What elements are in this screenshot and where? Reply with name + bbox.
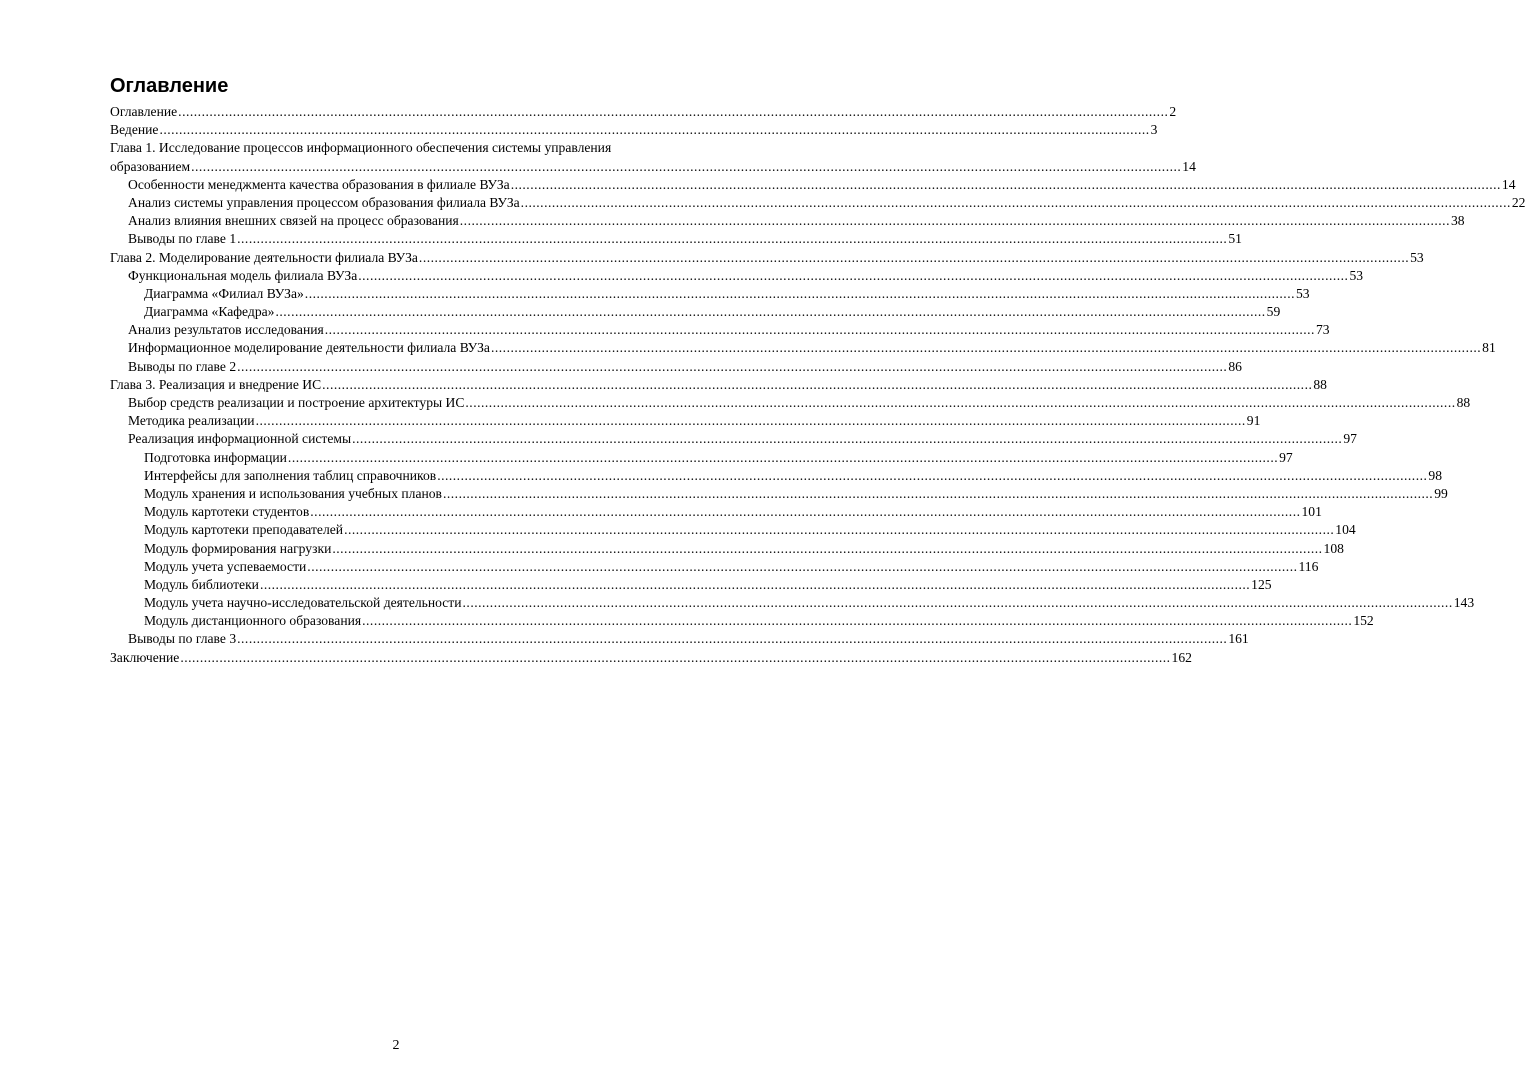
toc-entry[interactable] — [110, 558, 1319, 576]
toc-entry[interactable] — [110, 321, 1330, 339]
toc-leader-dots — [511, 176, 1501, 194]
toc-leader-dots — [180, 649, 1170, 667]
toc-entry-page: 101 — [1301, 504, 1322, 520]
toc-entry[interactable] — [110, 576, 1272, 594]
toc-entry[interactable] — [110, 103, 1177, 121]
toc-entry-page: 108 — [1323, 540, 1344, 556]
toc-entry[interactable] — [110, 158, 1196, 176]
toc-entry-page: 88 — [1313, 376, 1327, 392]
toc-entry-label: Методика реализации — [128, 413, 255, 429]
toc-entry[interactable] — [110, 394, 1471, 412]
toc-leader-dots — [159, 121, 1149, 139]
toc-entry-page: 14 — [1501, 176, 1516, 192]
toc-entry[interactable] — [110, 194, 1525, 212]
table-of-contents — [110, 103, 1525, 667]
toc-entry-label-line1[interactable]: Глава 1. Исследование процессов информационного обеспечения системы управления — [110, 140, 612, 156]
toc-entry[interactable] — [110, 339, 1496, 357]
toc-entry-label: Информационное моделирование деятельности филиала ВУЗа — [128, 340, 490, 356]
toc-entry[interactable] — [110, 449, 1293, 467]
toc-entry-label: Анализ системы управления процессом образования филиала ВУЗа — [128, 194, 520, 210]
toc-entry-page: 88 — [1456, 395, 1471, 410]
toc-leader-dots — [344, 521, 1334, 539]
toc-entry-page: 51 — [1228, 231, 1242, 247]
toc-leader-dots — [437, 467, 1427, 485]
toc-entry-page: 53 — [1410, 249, 1424, 265]
toc-leader-dots — [237, 630, 1227, 648]
toc-entry[interactable] — [110, 649, 1192, 667]
toc-entry[interactable] — [110, 230, 1242, 248]
toc-entry-page: 161 — [1228, 631, 1249, 647]
toc-leader-dots — [443, 485, 1433, 503]
toc-entry-label: Глава 3. Реализация и внедрение ИС — [110, 376, 322, 392]
toc-entry-label: Выбор средств реализации и построение архитектуры ИС — [128, 395, 465, 410]
toc-entry[interactable] — [110, 540, 1344, 558]
toc-leader-dots — [237, 358, 1227, 376]
toc-leader-dots — [332, 540, 1322, 558]
toc-entry-label: Особенности менеджмента качества образования в филиале ВУЗа — [128, 176, 510, 192]
toc-leader-dots — [288, 449, 1278, 467]
toc-leader-dots — [307, 558, 1297, 576]
toc-entry-page: 143 — [1453, 595, 1475, 611]
toc-entry[interactable] — [110, 594, 1475, 612]
toc-entry-label: Ведение — [110, 122, 159, 138]
toc-entry-label: Выводы по главе 2 — [128, 358, 237, 374]
toc-leader-dots — [256, 412, 1246, 430]
toc-entry-label: Модуль формирования нагрузки — [144, 540, 332, 556]
toc-entry-label: Интерфейсы для заполнения таблиц справочников — [144, 467, 437, 483]
toc-leader-dots — [491, 339, 1481, 357]
toc-leader-dots — [419, 249, 1409, 267]
page-title: Оглавление — [110, 75, 229, 97]
toc-entry[interactable] — [110, 412, 1261, 430]
toc-entry[interactable] — [110, 503, 1322, 521]
toc-leader-dots — [305, 285, 1295, 303]
toc-entry-page: 22 — [1511, 194, 1525, 210]
toc-entry-page: 125 — [1251, 576, 1272, 592]
toc-entry-label: Модуль картотеки студентов — [144, 504, 310, 520]
toc-leader-dots — [310, 503, 1300, 521]
toc-leader-dots — [465, 394, 1455, 412]
toc-entry-label: Модуль учета успеваемости — [144, 558, 307, 574]
toc-leader-dots — [325, 321, 1315, 339]
toc-entry-page: 53 — [1296, 285, 1310, 301]
toc-entry-page: 38 — [1450, 213, 1465, 229]
toc-entry-page: 99 — [1434, 485, 1448, 501]
toc-entry[interactable] — [110, 485, 1448, 503]
toc-entry-page: 14 — [1182, 158, 1196, 174]
toc-entry-page: 86 — [1228, 358, 1242, 374]
toc-entry-label: Функциональная модель филиала ВУЗа — [128, 267, 358, 283]
toc-leader-dots — [521, 194, 1511, 212]
toc-entry[interactable] — [110, 303, 1281, 321]
toc-leader-dots — [275, 303, 1265, 321]
toc-entry[interactable] — [110, 430, 1357, 448]
toc-entry-label: Глава 2. Моделирование деятельности филиала ВУЗа — [110, 249, 418, 265]
toc-leader-dots — [191, 158, 1181, 176]
toc-entry-page: 59 — [1266, 304, 1281, 320]
toc-entry[interactable] — [110, 358, 1242, 376]
toc-entry-page: 53 — [1349, 267, 1364, 283]
toc-entry-page: 104 — [1335, 522, 1356, 538]
toc-entry-label: Подготовка информации — [144, 449, 287, 465]
toc-entry-page: 73 — [1315, 322, 1330, 338]
toc-leader-dots — [260, 576, 1250, 594]
toc-entry-page: 97 — [1279, 449, 1293, 465]
toc-entry-label: Реализация информационной системы — [128, 431, 352, 447]
toc-entry[interactable] — [110, 267, 1364, 285]
toc-entry-page: 152 — [1353, 613, 1374, 629]
toc-entry-page: 81 — [1482, 340, 1496, 356]
toc-entry-page: 162 — [1171, 649, 1192, 665]
toc-leader-dots — [460, 212, 1450, 230]
toc-leader-dots — [237, 230, 1227, 248]
toc-entry-label: Анализ влияния внешних связей на процесс образования — [128, 213, 459, 229]
toc-entry[interactable] — [110, 212, 1465, 230]
toc-leader-dots — [322, 376, 1312, 394]
toc-entry-label: Модуль библиотеки — [144, 576, 259, 592]
toc-leader-dots — [352, 430, 1342, 448]
toc-leader-dots — [362, 612, 1352, 630]
toc-entry-label: Модуль хранения и использования учебных планов — [144, 485, 442, 501]
toc-entry-label: Диаграмма «Филиал ВУЗа» — [144, 285, 304, 301]
toc-entry[interactable] — [110, 249, 1424, 267]
toc-entry-page: 116 — [1298, 558, 1319, 574]
toc-entry[interactable] — [110, 121, 1158, 139]
toc-leader-dots — [178, 103, 1168, 121]
toc-entry-page: 2 — [1169, 104, 1177, 119]
toc-entry-label: Диаграмма «Кафедра» — [144, 304, 275, 320]
toc-entry[interactable] — [110, 612, 1374, 630]
toc-entry-label: Модуль учета научно-исследовательской деятельности — [144, 595, 462, 611]
toc-entry[interactable] — [110, 521, 1356, 539]
toc-entry[interactable] — [110, 467, 1442, 485]
toc-entry-label: Модуль дистанционного образования — [144, 613, 362, 629]
toc-entry-label: Оглавление — [110, 104, 178, 119]
toc-leader-dots — [358, 267, 1348, 285]
toc-entry-label: Анализ результатов исследования — [128, 322, 324, 338]
toc-entry[interactable] — [110, 285, 1310, 303]
toc-entry-page: 97 — [1343, 431, 1357, 447]
toc-entry-label: Модуль картотеки преподавателей — [144, 522, 344, 538]
toc-entry-page: 3 — [1150, 122, 1158, 138]
toc-entry-label: образованием — [110, 158, 191, 174]
toc-entry[interactable] — [110, 376, 1327, 394]
toc-entry-label: Заключение — [110, 649, 180, 665]
page-number: 2 — [392, 1038, 400, 1053]
toc-entry[interactable] — [110, 630, 1249, 648]
toc-entry-label: Выводы по главе 1 — [128, 231, 237, 247]
toc-entry[interactable] — [110, 176, 1516, 194]
toc-entry-page: 98 — [1428, 467, 1442, 483]
toc-entry-label: Выводы по главе 3 — [128, 631, 237, 647]
toc-leader-dots — [463, 594, 1453, 612]
toc-entry-page: 91 — [1246, 413, 1261, 429]
